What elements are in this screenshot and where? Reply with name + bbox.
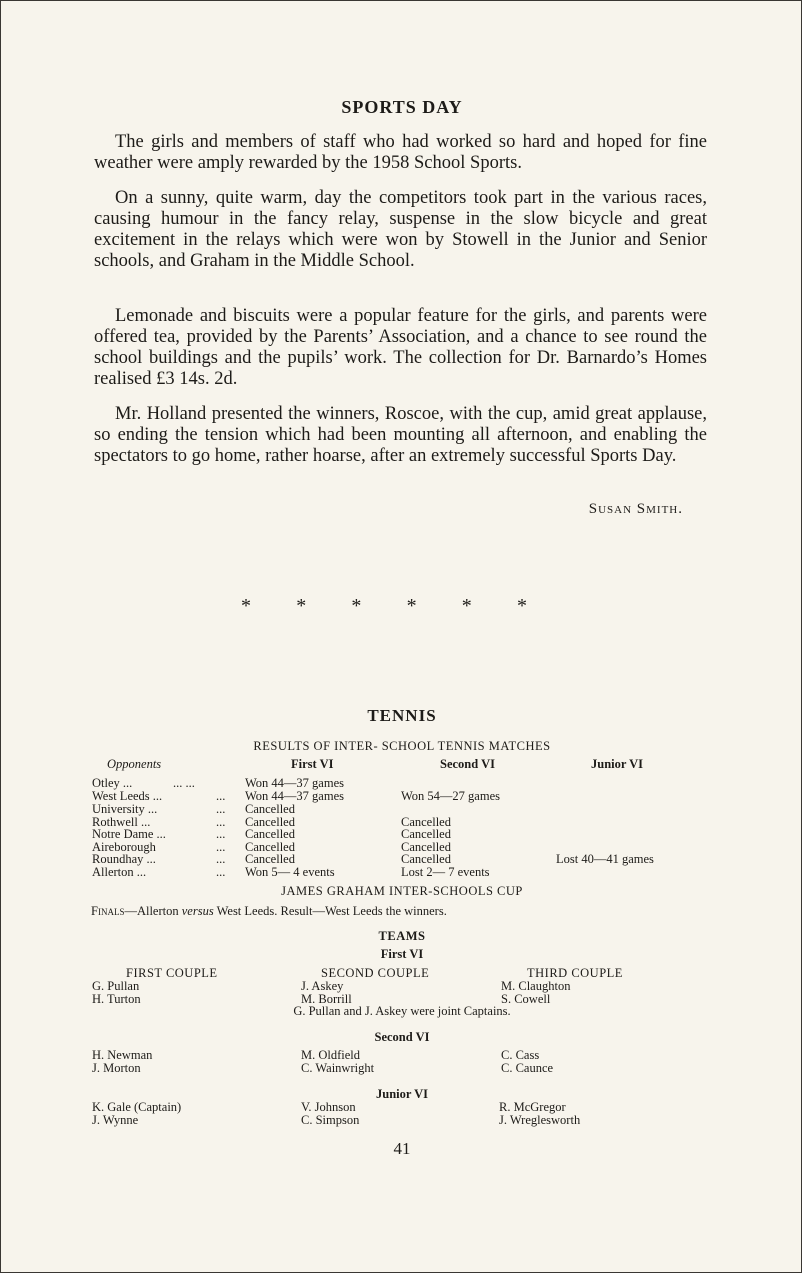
sports-day-paragraph-4: Mr. Holland presented the winners, Roscoe, with the cup, amid great applause, so ending the tension which had been mounting all afternoon, and enabling the spectators to go home, rather hoarse, after an extremely successful Sports Day. [94,404,707,466]
divider-star: * [516,595,527,617]
opponent-cell: University ... [92,802,158,816]
column-second-vi: Second VI [440,757,495,771]
signature: Susan Smith. [588,501,683,517]
player-name: C. Caunce [501,1061,554,1075]
player-name: C. Cass [501,1048,540,1062]
player-name: M. Oldfield [301,1048,361,1062]
second-vi-cell: Cancelled [401,852,451,866]
sports-day-title: SPORTS DAY [341,97,463,117]
cup-heading: JAMES GRAHAM INTER-SCHOOLS CUP [281,884,523,898]
teams-heading: TEAMS [378,929,426,943]
leader-dots: ... [216,802,226,816]
opponent-cell: Aireborough [92,840,156,854]
third-couple-heading: THIRD COUPLE [527,966,623,980]
second-vi-cell: Won 54—27 games [401,789,500,803]
tennis-title: TENNIS [367,706,437,725]
finals-text-a: —Allerton [124,904,182,918]
column-opponents: Opponents [107,757,162,771]
first-vi-cell: Cancelled [245,827,295,841]
player-name: R. McGregor [499,1100,566,1114]
divider-star: * [241,595,251,617]
player-name: M. Claughton [501,979,571,993]
leader-dots: ... [216,852,226,866]
team-row [1,1114,802,1127]
second-vi-cell: Lost 2— 7 events [401,865,490,879]
finals-versus: versus [181,904,214,918]
divider-star: * [296,595,307,617]
second-couple-heading: SECOND COUPLE [321,966,430,980]
leader-dots: ... [216,815,226,829]
divider-star: * [461,595,472,617]
first-vi-cell: Won 5— 4 events [245,865,335,879]
table-row [1,866,802,879]
sports-day-paragraph-3: Lemonade and biscuits were a popular feature for the girls, and parents were offered tea, provided by the Parents’ Association, and a chance to see round the school buildings and the pupils’ work. The collection for Dr. Barnardo’s Homes realised £3 14s. 2d. [94,306,707,389]
first-vi-cell: Cancelled [245,840,295,854]
column-junior-vi: Junior VI [591,757,643,771]
first-couple-heading: FIRST COUPLE [126,966,218,980]
finals-label: Finals [91,904,125,918]
opponent-cell: Otley ... [92,776,133,790]
second-vi-cell: Cancelled [401,815,451,829]
divider-star: * [351,595,362,617]
first-vi-cell: Won 44—37 games [245,789,344,803]
page-number: 41 [393,1139,411,1158]
first-vi-cell: Cancelled [245,815,295,829]
opponent-cell: Notre Dame ... [92,827,166,841]
player-name: C. Wainwright [301,1061,375,1075]
second-vi-cell: Cancelled [401,840,451,854]
player-name: J. Morton [92,1061,141,1075]
finals-line [91,905,447,918]
player-name: V. Johnson [301,1100,356,1114]
player-name: J. Wreglesworth [499,1113,581,1127]
junior-vi-heading: Junior VI [376,1087,428,1101]
captains-note: G. Pullan and J. Askey were joint Captains. [293,1004,511,1018]
second-vi-cell: Cancelled [401,827,451,841]
leader-dots: ... ... [173,776,195,790]
first-vi-cell: Cancelled [245,802,295,816]
player-name: H. Turton [92,992,141,1006]
first-vi-cell: Cancelled [245,852,295,866]
player-name: M. Borrill [301,992,352,1006]
sports-day-paragraph-1: The girls and members of staff who had worked so hard and hoped for fine weather were amply rewarded by the 1958 School Sports. [94,132,707,173]
sports-day-paragraph-2: On a sunny, quite warm, day the competitors took part in the various races, causing humour in the fancy relay, suspense in the slow bicycle and great excitement in the relays which were won by Stowell in the Junior and Senior schools, and Graham in the Middle School. [94,188,707,271]
leader-dots: ... [216,827,226,841]
column-first-vi: First VI [291,757,334,771]
divider-star: * [406,595,417,617]
opponent-cell: Rothwell ... [92,815,151,829]
player-name: K. Gale (Captain) [92,1100,182,1114]
team-row [1,1062,802,1075]
player-name: J. Askey [301,979,344,993]
player-name: S. Cowell [501,992,551,1006]
leader-dots: ... [216,865,226,879]
opponent-cell: West Leeds ... [92,789,163,803]
finals-text-b: West Leeds. Result—West Leeds the winners. [213,904,447,918]
player-name: J. Wynne [92,1113,139,1127]
first-vi-cell: Won 44—37 games [245,776,344,790]
opponent-cell: Allerton ... [92,865,147,879]
first-vi-heading: First VI [380,947,424,961]
player-name: H. Newman [92,1048,153,1062]
player-name: C. Simpson [301,1113,360,1127]
junior-vi-cell: Lost 40—41 games [556,852,654,866]
leader-dots: ... [216,840,226,854]
leader-dots: ... [216,789,226,803]
results-heading: RESULTS OF INTER- SCHOOL TENNIS MATCHES [253,739,551,753]
section-divider [239,595,529,618]
second-vi-heading: Second VI [374,1030,430,1044]
opponent-cell: Roundhay ... [92,852,156,866]
results-column-headers [1,758,802,771]
player-name: G. Pullan [92,979,140,993]
